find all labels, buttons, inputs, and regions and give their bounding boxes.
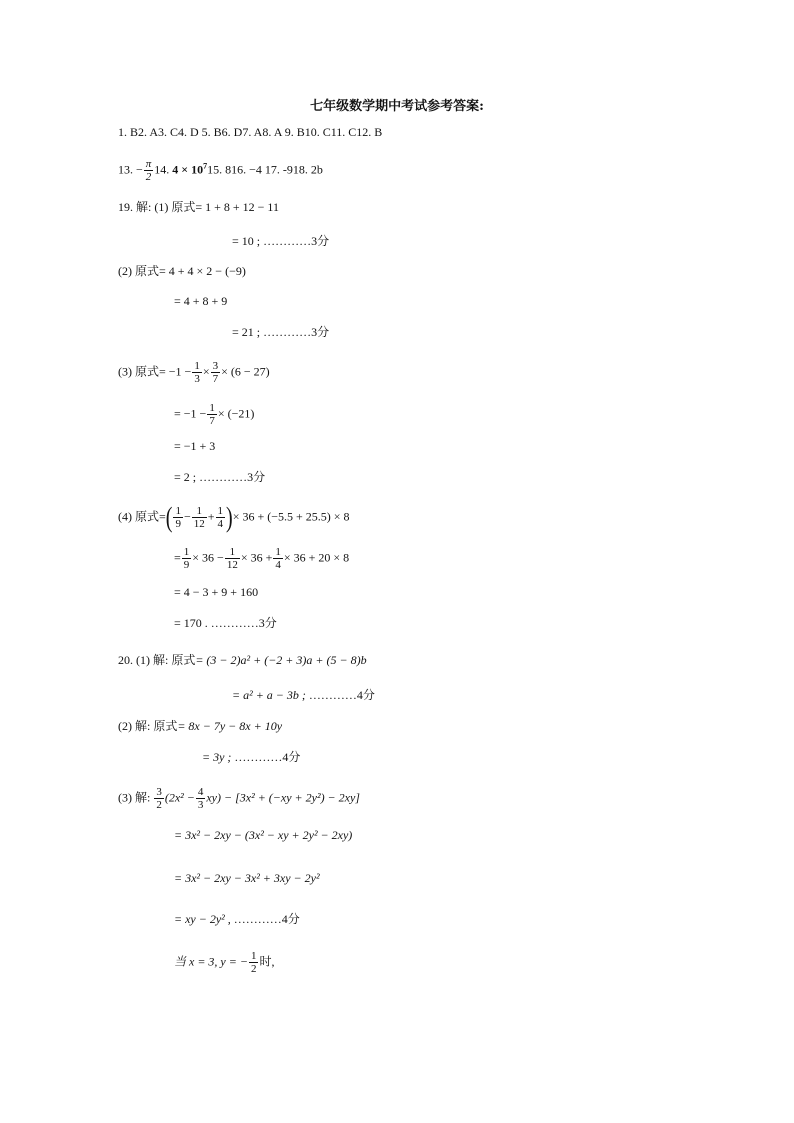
q20-part3-line4: = xy − 2y² , …………4分 bbox=[174, 912, 300, 926]
fraction: $\frac{\pi}{2}$ bbox=[145, 158, 152, 183]
q19-part2-line3: = 21 ; …………3分 bbox=[232, 325, 330, 339]
q20-part2-line1: (2) 解: 原式= 8x − 7y − 8x + 10y bbox=[118, 719, 283, 733]
q20-part3-line1: (3) 解: $\frac{3}{2}$ (2x² − $\frac{4}{3}$ xy) − [3x² + (−xy + 2y²) − 2xy] bbox=[118, 786, 360, 811]
q19-part2-line2: = 4 + 8 + 9 bbox=[174, 294, 228, 308]
q19-part3-line2: = −1 − $\frac{1}{7}$ × (−21) bbox=[174, 402, 255, 427]
q19-part3-line4: = 2 ; …………3分 bbox=[174, 470, 266, 484]
q20-part1-line2: = a² + a − 3b ; …………4分 bbox=[232, 688, 375, 702]
q20-part2-line2: = 3y ; …………4分 bbox=[202, 750, 301, 764]
q19-part2-line1: (2) 原式= 4 + 4 × 2 − (−9) bbox=[118, 264, 246, 278]
q19-part4-line1: (4) 原式=( $\frac{1}{9}$ − $\frac{1}{12}$ + $\frac{1}{4}$ )× 36 + (−5.5 + 25.5) × 8 bbox=[118, 502, 350, 533]
answers-13-18: 13. − $\frac{\pi}{2}$ 14. $4 \times 10^715$. 816. −4 17. -918. 2b bbox=[118, 158, 323, 183]
q20-part3-line2: = 3x² − 2xy − (3x² − xy + 2y² − 2xy) bbox=[174, 828, 353, 842]
q20-part3-line3: = 3x² − 2xy − 3x² + 3xy − 2y² bbox=[174, 871, 320, 885]
q19-part1-line2: = 10 ; …………3分 bbox=[232, 234, 330, 248]
page-title: 七年级数学期中考试参考答案: bbox=[310, 99, 484, 114]
answers-1-12: 1. B2. A3. C4. D 5. B6. D7. A8. A 9. B10. C11. C12. B bbox=[118, 125, 383, 139]
q19-part4-line2: = $\frac{1}{9}$ × 36 − $\frac{1}{12}$ × 36 + $\frac{1}{4}$ × 36 + 20 × 8 bbox=[174, 546, 350, 571]
q19-part1-line1: 19. 解: (1) 原式= 1 + 8 + 12 − 11 bbox=[118, 200, 279, 214]
q19-part4-line4: = 170 . …………3分 bbox=[174, 616, 277, 630]
q20-part3-line5: 当 x = 3, y = − $\frac{1}{2}$ 时, bbox=[174, 950, 275, 975]
q19-part4-line3: = 4 − 3 + 9 + 160 bbox=[174, 585, 259, 599]
q20-part1-line1: 20. (1) 解: 原式= (3 − 2)a² + (−2 + 3)a + (5 − 8)b bbox=[118, 653, 367, 667]
q19-part3-line3: = −1 + 3 bbox=[174, 439, 216, 453]
q19-part3-line1: (3) 原式= −1 − $\frac{1}{3}$ × $\frac{3}{7}$ × (6 − 27) bbox=[118, 360, 270, 385]
